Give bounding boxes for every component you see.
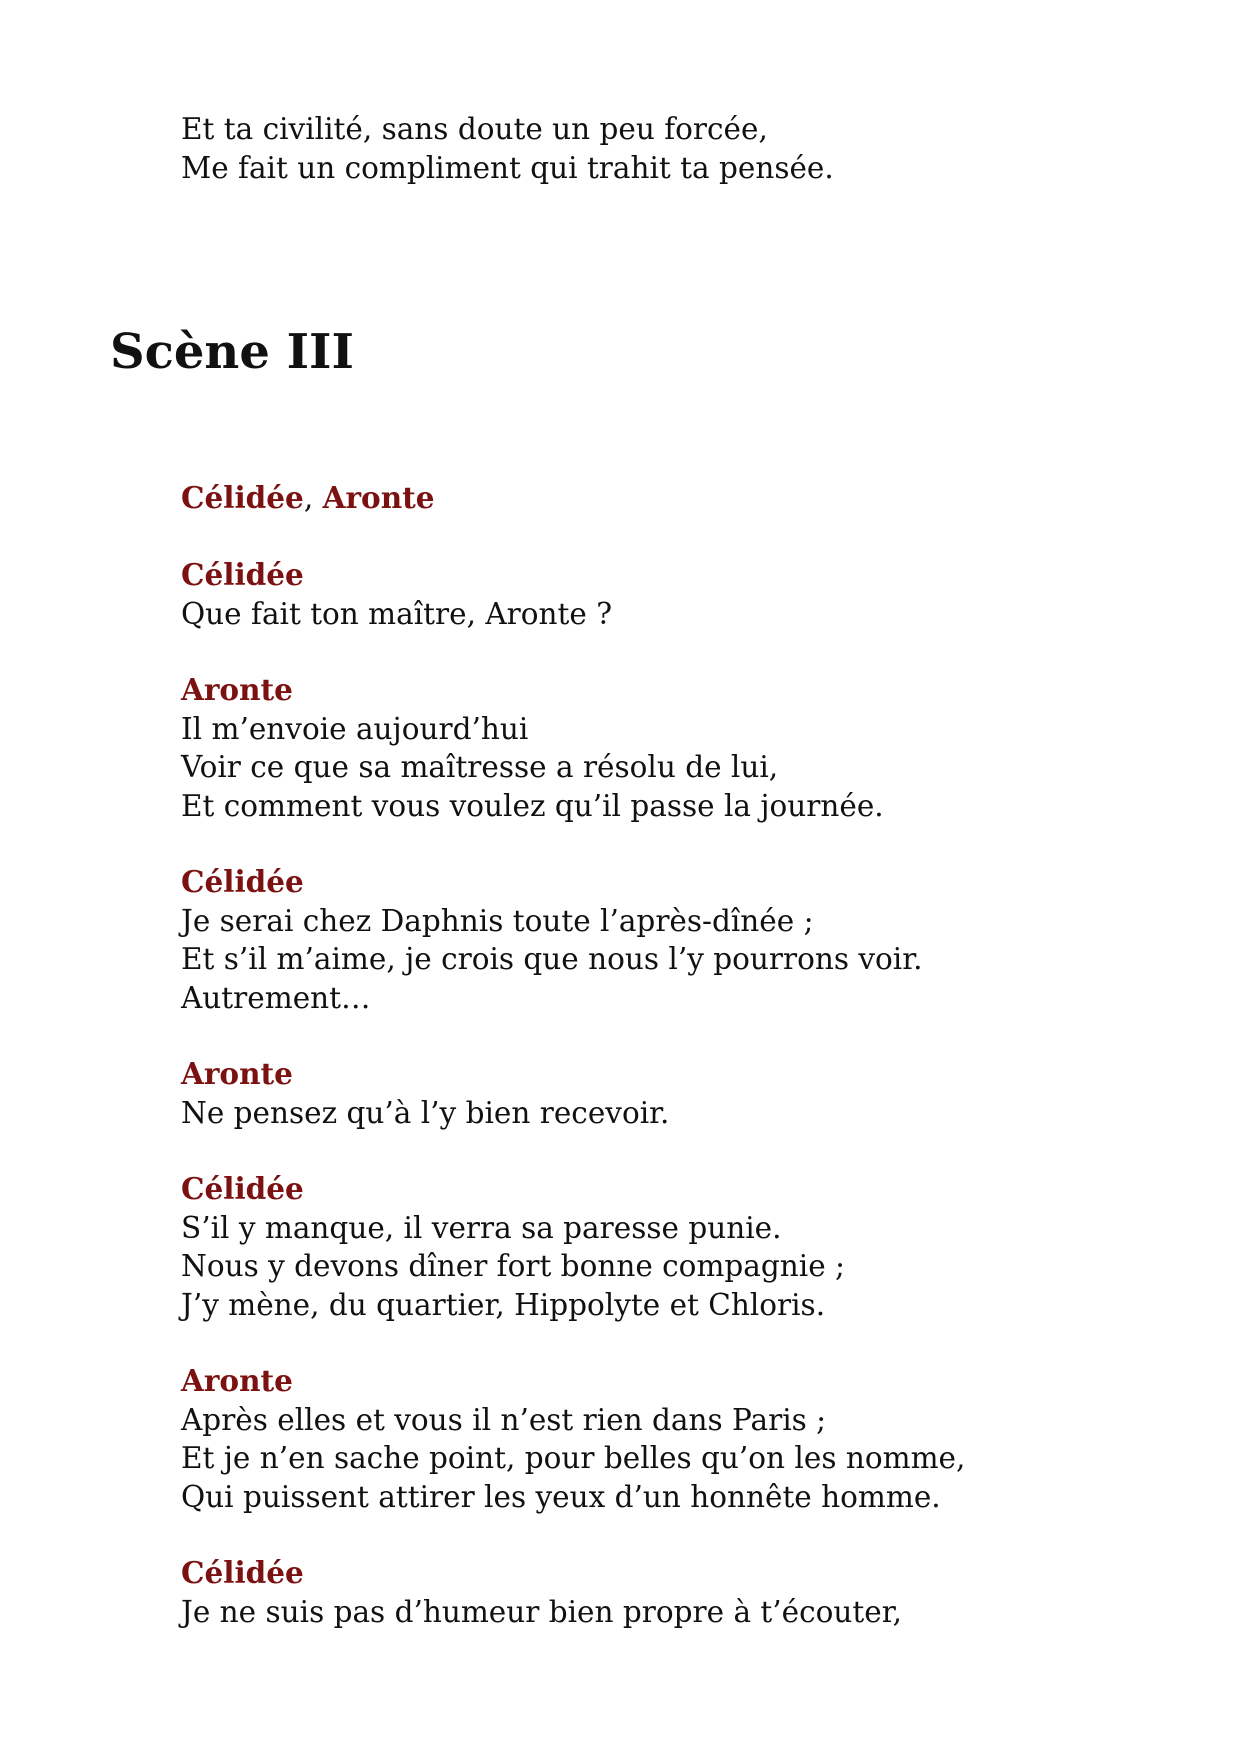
verse-line: Qui puissent attirer les yeux d’un honnête homme. (181, 1479, 941, 1514)
verse-line: S’il y manque, il verra sa paresse punie. (181, 1210, 782, 1245)
verse-line: Voir ce que sa maîtresse a résolu de lui, (181, 750, 779, 784)
speaker-name: Aronte (181, 672, 293, 707)
verse-line: Nous y devons dîner fort bonne compagnie ; (181, 1249, 845, 1283)
cast-separator: , (303, 481, 323, 515)
speaker-name: Célidée (181, 1171, 304, 1206)
cast-list (181, 479, 435, 518)
verse-line: Je ne suis pas d’humeur bien propre à t’écouter, (181, 1594, 902, 1629)
verse-line: Et comment vous voulez qu’il passe la journée. (181, 788, 884, 823)
speaker-name: Aronte (181, 1056, 293, 1091)
cast-member: Célidée (181, 480, 304, 515)
speech (181, 1170, 965, 1324)
speaker-name: Célidée (181, 1555, 304, 1590)
speaker-name: Aronte (181, 1363, 293, 1398)
verse-line: Et s’il m’aime, je crois que nous l’y pourrons voir. (181, 942, 923, 976)
verse-line: Et je n’en sache point, pour belles qu’on les nomme, (181, 1441, 966, 1475)
verse-line: Je serai chez Daphnis toute l’après-dînée ; (181, 903, 814, 938)
verse-line: J’y mène, du quartier, Hippolyte et Chloris. (181, 1287, 826, 1322)
scene-title: Scène III (110, 324, 354, 380)
verse-line: Ne pensez qu’à l’y bien recevoir. (181, 1095, 670, 1130)
verse-line: Et ta civilité, sans doute un peu forcée, (181, 112, 768, 146)
speech (181, 863, 965, 1017)
speech (181, 1554, 965, 1631)
speech (181, 556, 965, 633)
cast-member: Aronte (322, 480, 435, 515)
speaker-name: Célidée (181, 864, 304, 899)
verse-line: Autrement… (181, 980, 371, 1015)
speaker-name: Célidée (181, 557, 304, 592)
previous-speech (181, 110, 834, 187)
speech (181, 671, 965, 825)
speech (181, 1055, 965, 1132)
dialogue (181, 556, 965, 1669)
verse-line: Après elles et vous il n’est rien dans Paris ; (181, 1402, 827, 1437)
verse-line: Il m’envoie aujourd’hui (181, 711, 529, 746)
verse-line: Que fait ton maître, Aronte ? (181, 596, 613, 631)
verse-line: Me fait un compliment qui trahit ta pensée. (181, 150, 834, 185)
speech (181, 1362, 965, 1516)
